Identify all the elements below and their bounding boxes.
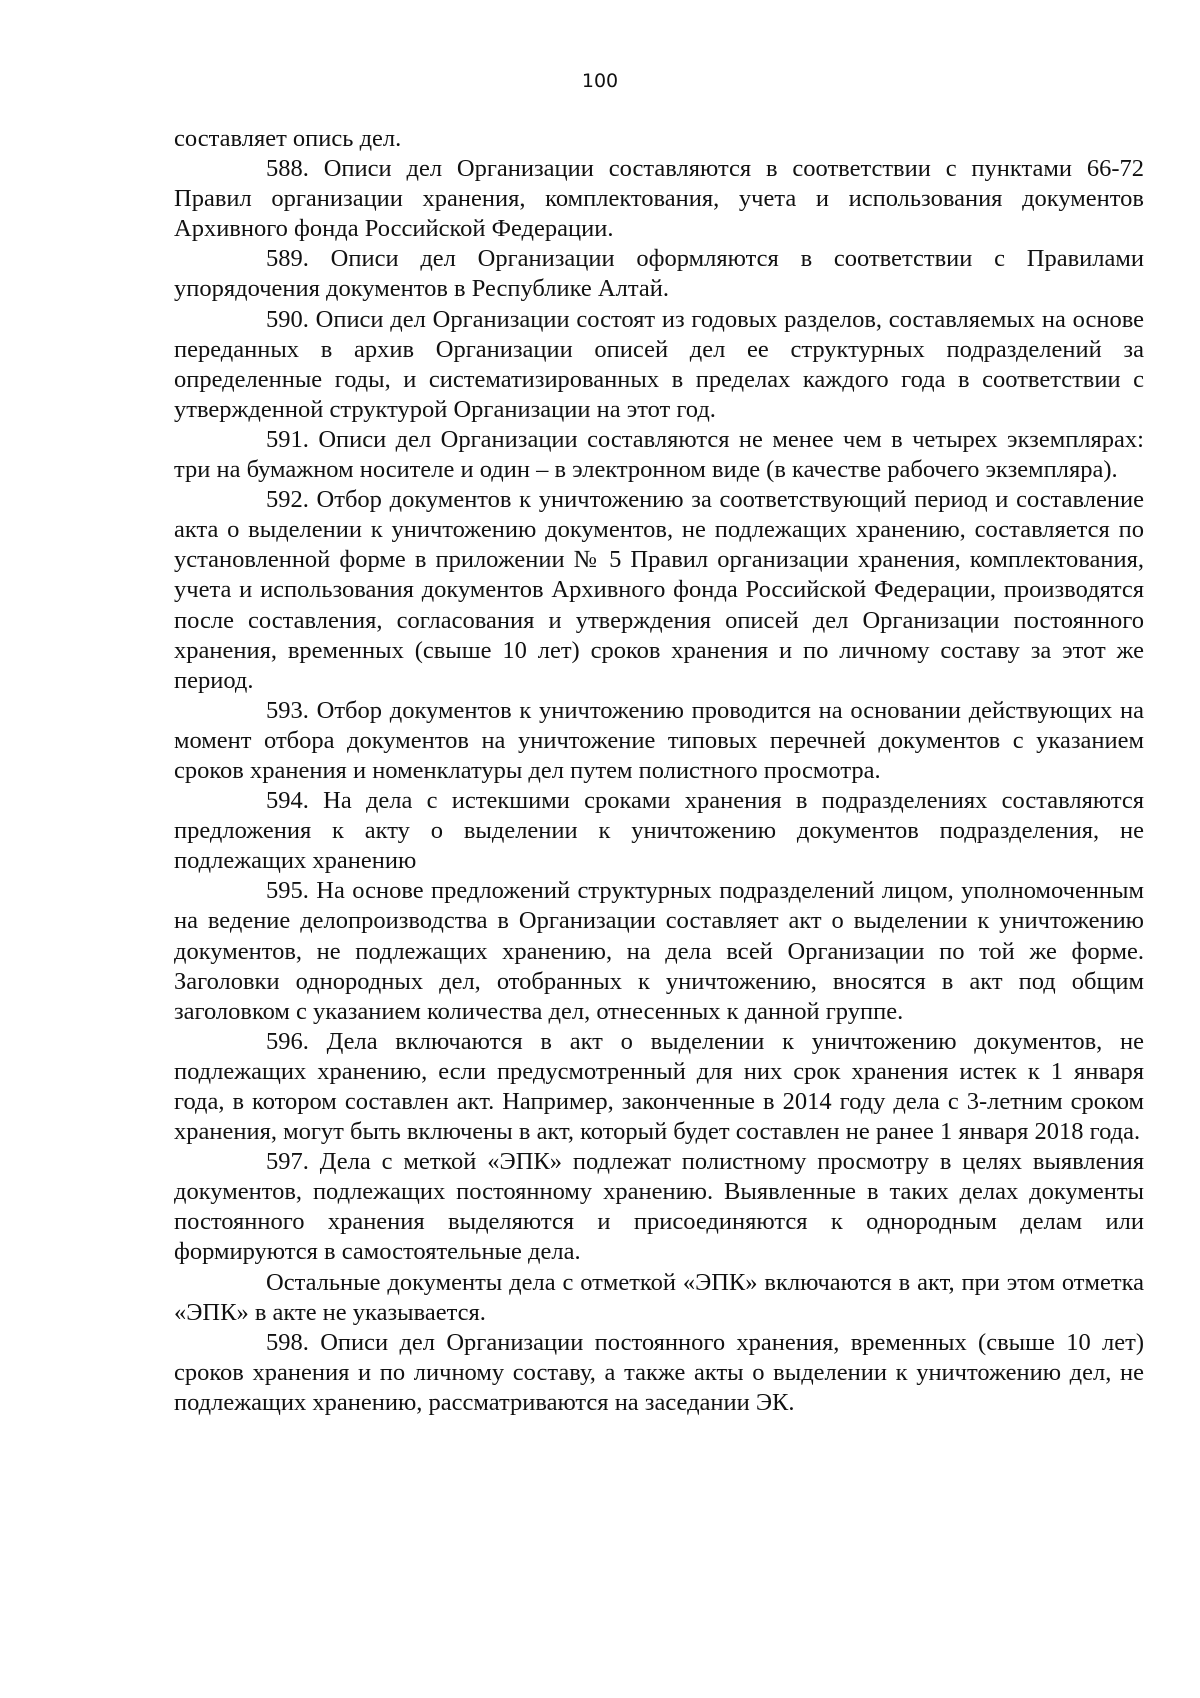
paragraph-593: 593. Отбор документов к уничтожению проводится на основании действующих на момент отбора документов на уничтожение типовых перечней документов с указанием сроков хранения и номенклатуры дел путем полистного просмотра.: [174, 696, 1144, 784]
paragraph-597-continued: Остальные документы дела с отметкой «ЭПК» включаются в акт, при этом отметка «ЭПК» в акте не указывается.: [174, 1268, 1144, 1326]
paragraph-595: 595. На основе предложений структурных подразделений лицом, уполномоченным на ведение делопроизводства в Организации составляет акт о выделении к уничтожению документов, не подлежащих хранению, на дела всей Организации по той же форме. Заголовки однородных дел, отобранных к уничтожению, вносятся в акт под общим заголовком с указанием количества дел, отнесенных к данной группе.: [174, 877, 1144, 1025]
paragraph-590: 590. Описи дел Организации состоят из годовых разделов, составляемых на основе переданных в архив Организации описей дел ее структурных подразделений за определенные годы, и систематизированных в пределах каждого года в соответствии с утвержденной структурой Организации на этот год.: [174, 305, 1144, 423]
page-number: 100: [581, 70, 619, 92]
paragraph-continuation: составляет опись дел.: [174, 125, 402, 152]
paragraph-594: 594. На дела с истекшими сроками хранения в подразделениях составляются предложения к акту о выделении к уничтожению документов подразделения, не подлежащих хранению: [174, 787, 1144, 875]
document-body: [174, 124, 1144, 1418]
paragraph-596: 596. Дела включаются в акт о выделении к уничтожению документов, не подлежащих хранению, если предусмотренный для них срок хранения истек к 1 января года, в котором составлен акт. Например, законченные в 2014 году дела с 3-летним сроком хранения, могут быть включены в акт, который будет составлен не ранее 1 января 2018 года.: [174, 1027, 1144, 1146]
paragraph-591: 591. Описи дел Организации составляются не менее чем в четырех экземплярах: три на бумажном носителе и один – в электронном виде (в качестве рабочего экземпляра).: [174, 425, 1144, 484]
paragraph-589: 589. Описи дел Организации оформляются в соответствии с Правилами упорядочения документов в Республике Алтай.: [174, 245, 1144, 303]
paragraph-597: 597. Дела с меткой «ЭПК» подлежат полистному просмотру в целях выявления документов, подлежащих постоянному хранению. Выявленные в таких делах документы постоянного хранения выделяются и присоединяются к однородным делам или формируются в самостоятельные дела.: [174, 1148, 1144, 1266]
paragraph-592: 592. Отбор документов к уничтожению за соответствующий период и составление акта о выделении к уничтожению документов, не подлежащих хранению, составляется по установленной форме в приложении № 5 Правил организации хранения, комплектования, учета и использования документов Архивного фонда Российской Федерации, производятся после составления, согласования и утверждения описей дел Организации постоянного хранения, временных (свыше 10 лет) сроков хранения и по личному составу за этот же период.: [174, 486, 1144, 694]
paragraph-588: 588. Описи дел Организации составляются в соответствии с пунктами 66-72 Правил организации хранения, комплектования, учета и использования документов Архивного фонда Российской Федерации.: [174, 155, 1144, 243]
paragraph-598: 598. Описи дел Организации постоянного хранения, временных (свыше 10 лет) сроков хранения и по личному составу, а также акты о выделении к уничтожению дел, не подлежащих хранению, рассматриваются на заседании ЭК.: [174, 1328, 1144, 1416]
